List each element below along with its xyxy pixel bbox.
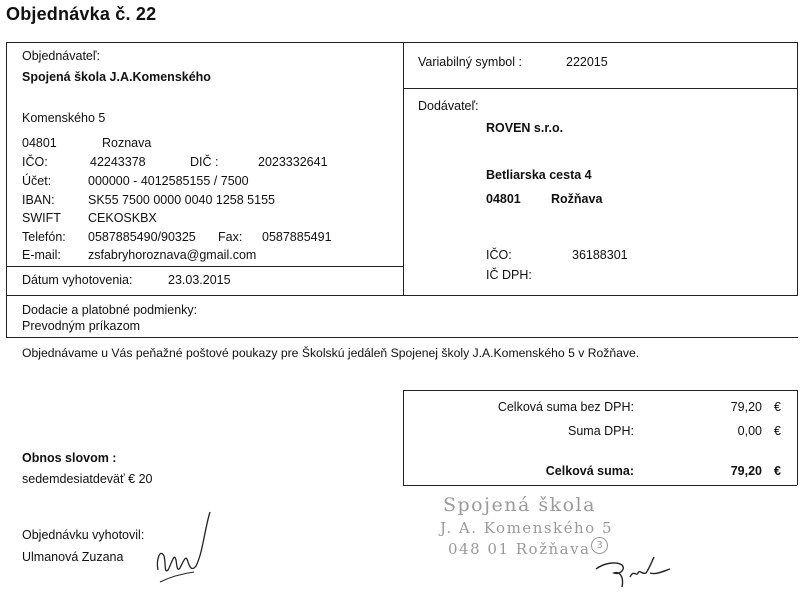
grand-total-currency: €: [774, 464, 781, 478]
orderer-iban: SK55 7500 0000 0040 1258 5155: [88, 193, 275, 207]
signature-left: [150, 508, 220, 588]
frame-top: [6, 42, 798, 43]
grand-total-value: 79,20: [730, 464, 762, 478]
divider-orderer-date: [6, 266, 403, 267]
orderer-street: Komenského 5: [22, 111, 106, 125]
supplier-ico-label: IČO:: [486, 248, 512, 262]
orderer-phone: 0587885490/90325: [88, 230, 196, 244]
orderer-dic: 2023332641: [258, 155, 328, 169]
stamp-number: 3: [596, 540, 603, 551]
base-total-currency: €: [774, 400, 781, 414]
variable-symbol-value: 222015: [566, 55, 608, 69]
orderer-name: Spojená škola J.A.Komenského: [22, 70, 211, 84]
issued-by-label: Objednávku vyhotovil:: [22, 528, 145, 542]
orderer-fax-label: Fax:: [218, 230, 243, 244]
orderer-iban-label: IBAN:: [22, 193, 55, 207]
orderer-ico-label: IČO:: [22, 155, 48, 169]
frame-left: [6, 42, 7, 337]
terms-label: Dodacie a platobné podmienky:: [22, 303, 198, 317]
totals-box-right: [797, 390, 798, 485]
stamp-number-badge: [591, 537, 608, 554]
stamp-line2: J. A. Komenského 5: [440, 519, 614, 537]
orderer-city: Roznava: [102, 136, 152, 150]
supplier-ico: 36188301: [572, 248, 628, 262]
divider-header-bottom: [6, 295, 798, 296]
stamp-line3: 048 01 Rožňava: [448, 540, 591, 558]
totals-box-top: [403, 390, 797, 391]
page-title: Objednávka č. 22: [6, 4, 157, 24]
orderer-label: Objednávateľ:: [22, 49, 101, 63]
divider-terms: [6, 337, 798, 338]
order-text: Objednávame u Vás peňažné poštové poukazy pre Školskú jedáleň Spojenej školy J.A.Komenského 5 v Rožňave.: [22, 346, 640, 360]
in-words-value: sedemdesiatdeväť € 20: [22, 472, 153, 486]
variable-symbol-label: Variabilný symbol :: [418, 55, 522, 69]
orderer-account: 000000 - 4012585155 / 7500: [88, 174, 249, 188]
orderer-email[interactable]: zsfabryhoroznava@gmail.com: [88, 248, 257, 262]
date-value: 23.03.2015: [168, 273, 231, 287]
grand-total-label: Celková suma:: [545, 464, 634, 478]
orderer-account-label: Účet:: [22, 174, 52, 188]
vat-value: 0,00: [737, 424, 762, 438]
signature-right: [590, 553, 680, 593]
base-total-label: Celková suma bez DPH:: [497, 400, 634, 414]
orderer-fax: 0587885491: [262, 230, 332, 244]
totals-box-left: [403, 390, 404, 485]
totals-box-bottom: [403, 485, 797, 486]
orderer-swift-label: SWIFT: [22, 211, 61, 225]
orderer-swift: CEKOSKBX: [88, 211, 157, 225]
supplier-label: Dodávateľ:: [418, 99, 479, 113]
terms-value: Prevodným príkazom: [22, 319, 141, 333]
divider-varsym: [403, 88, 797, 89]
vat-label: Suma DPH:: [568, 424, 634, 438]
frame-right: [797, 42, 798, 295]
divider-vertical-top: [403, 42, 404, 295]
orderer-ico: 42243378: [90, 155, 146, 169]
supplier-city: Rožňava: [551, 192, 603, 206]
supplier-street: Betliarska cesta 4: [486, 168, 592, 182]
orderer-zip: 04801: [22, 136, 57, 150]
in-words-label: Obnos slovom :: [22, 451, 117, 465]
base-total-value: 79,20: [730, 400, 762, 414]
vat-currency: €: [774, 424, 781, 438]
supplier-icdph-label: IČ DPH:: [486, 268, 532, 282]
supplier-zip: 04801: [486, 192, 521, 206]
supplier-name: ROVEN s.r.o.: [486, 121, 564, 135]
orderer-phone-label: Telefón:: [22, 230, 66, 244]
stamp-line1: Spojená škola: [443, 494, 596, 516]
date-label: Dátum vyhotovenia:: [22, 273, 133, 287]
orderer-email-label: E-mail:: [22, 248, 61, 262]
issued-by-name: Ulmanová Zuzana: [22, 550, 124, 564]
orderer-dic-label: DIČ :: [190, 155, 219, 169]
